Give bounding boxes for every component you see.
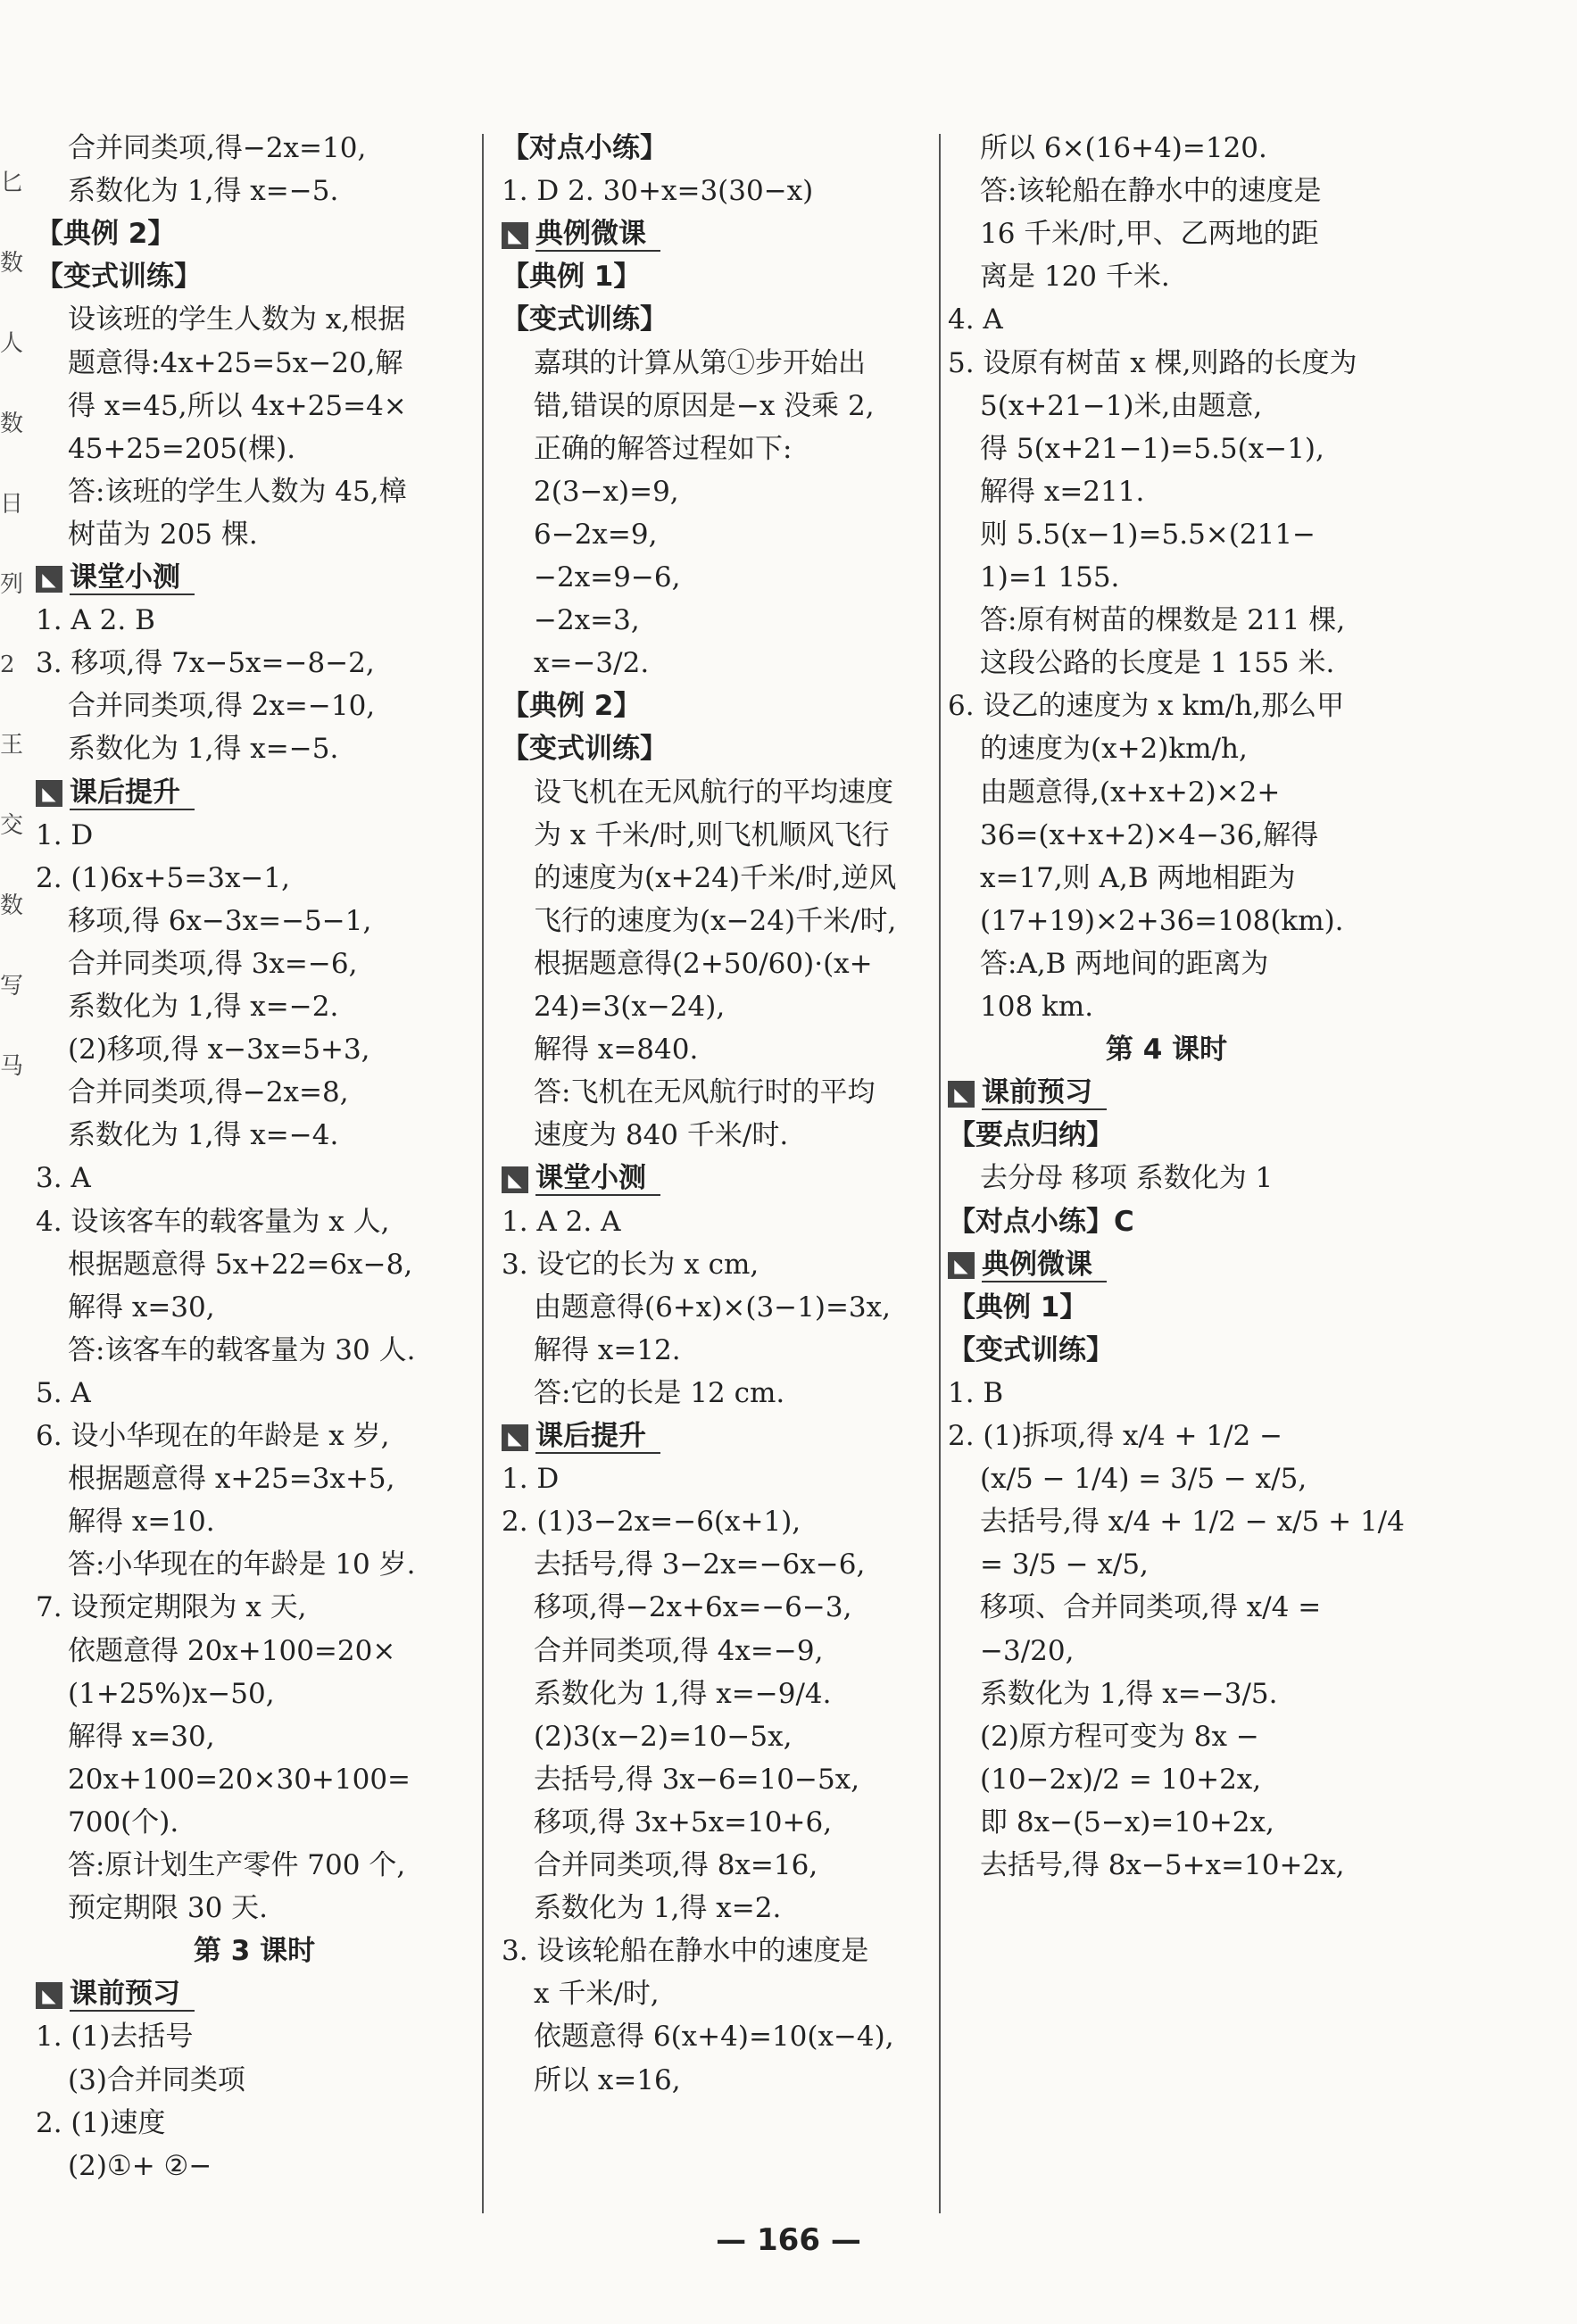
answer-line: 依题意得 20x+100=20× <box>68 1634 396 1667</box>
answer-line: 20x+100=20×30+100= <box>68 1763 411 1796</box>
answer-line: 系数化为 1,得 x=2. <box>534 1892 782 1925</box>
answer-line: 4. 设该客车的载客量为 x 人, <box>36 1205 390 1238</box>
answer-line: 5(x+21−1)米,由题意, <box>980 389 1263 422</box>
column-divider <box>482 134 484 2213</box>
answer-line: (2)①+ ②− <box>68 2149 212 2182</box>
answer-line: 嘉琪的计算从第①步开始出 <box>534 346 866 379</box>
answer-line: (17+19)×2+36=108(km). <box>980 904 1344 937</box>
answer-line: 3. 设该轮船在静水中的速度是 <box>502 1935 869 1968</box>
answer-line: 解得 x=12. <box>534 1333 681 1366</box>
section-heading: ◣ 典例微课 <box>502 212 660 255</box>
answer-line: 得 x=45,所以 4x+25=4× <box>68 389 407 422</box>
answer-line: 题意得:4x+25=5x−20,解 <box>68 346 403 379</box>
answer-line: 依题意得 6(x+4)=10(x−4), <box>534 2021 894 2054</box>
answer-line: 系数化为 1,得 x=−3/5. <box>980 1677 1278 1710</box>
bracket-heading: 【变式训练】 <box>948 1333 1114 1366</box>
answer-line: x 千米/时, <box>534 1978 660 2011</box>
answer-line: 3. A <box>36 1162 91 1195</box>
answer-line: 根据题意得 x+25=3x+5, <box>68 1463 395 1496</box>
answer-line: 答:该轮船在静水中的速度是 <box>980 175 1322 208</box>
answer-line: 得 5(x+21−1)=5.5(x−1), <box>980 432 1324 465</box>
answer-line: 正确的解答过程如下: <box>534 432 793 465</box>
edge-char: 数 <box>0 250 24 277</box>
answer-line: 1)=1 155. <box>980 561 1120 593</box>
answer-line: 1. B <box>948 1376 1004 1409</box>
lesson-title: 第 3 课时 <box>193 1935 316 1968</box>
answer-line: 1. D <box>36 818 94 851</box>
edge-char: 交 <box>0 812 24 839</box>
answer-line: 系数化为 1,得 x=−4. <box>68 1119 339 1152</box>
page-number: — 166 — <box>716 2222 861 2258</box>
answer-line: 45+25=205(棵). <box>68 432 296 465</box>
section-heading: ◣ 课前预习 <box>36 1972 195 2015</box>
answer-line: x=17,则 A,B 两地相距为 <box>980 861 1296 894</box>
answer-line: 1. (1)去括号 <box>36 2021 194 2054</box>
answer-line: 所以 x=16, <box>534 2063 681 2096</box>
edge-char: 马 <box>0 1053 24 1080</box>
answer-line: 合并同类项,得 4x=−9, <box>534 1634 824 1667</box>
bracket-heading: 【变式训练】 <box>502 733 668 766</box>
answer-line: 设该班的学生人数为 x,根据 <box>68 303 406 336</box>
answer-line: 700(个). <box>68 1805 179 1838</box>
answer-line: 答:小华现在的年龄是 10 岁. <box>68 1548 416 1581</box>
answer-line: 错,错误的原因是−x 没乘 2, <box>534 389 875 422</box>
answer-line: 移项、合并同类项,得 x/4 = <box>980 1591 1322 1624</box>
section-icon: ◣ <box>948 1081 975 1108</box>
answer-line: 为 x 千米/时,则飞机顺风飞行 <box>534 818 890 851</box>
answer-line: 速度为 840 千米/时. <box>534 1119 789 1152</box>
answer-line: 2. (1)3−2x=−6(x+1), <box>502 1506 801 1539</box>
answer-line: 6−2x=9, <box>534 518 658 551</box>
section-icon: ◣ <box>948 1252 975 1279</box>
answer-line: 系数化为 1,得 x=−2. <box>68 991 339 1023</box>
section-icon: ◣ <box>502 1424 528 1451</box>
answer-line: 6. 设乙的速度为 x km/h,那么甲 <box>948 690 1345 723</box>
answer-line: 答:飞机在无风航行时的平均 <box>534 1076 876 1109</box>
column-divider <box>939 134 941 2213</box>
answer-line: (x/5 − 1/4) = 3/5 − x/5, <box>980 1463 1307 1496</box>
answer-line: 36=(x+x+2)×4−36,解得 <box>980 818 1319 851</box>
answer-line: 去分母 移项 系数化为 1 <box>980 1162 1274 1195</box>
lesson-title: 第 4 课时 <box>1105 1033 1228 1067</box>
section-icon: ◣ <box>36 566 62 593</box>
answer-line: 由题意得(6+x)×(3−1)=3x, <box>534 1291 891 1324</box>
answer-line: 设飞机在无风航行的平均速度 <box>534 776 893 809</box>
answer-line: 4. A <box>948 303 1003 336</box>
answer-line: 3. 设它的长为 x cm, <box>502 1248 759 1281</box>
answer-line: 2. (1)速度 <box>36 2106 166 2139</box>
answer-line: 5. 设原有树苗 x 棵,则路的长度为 <box>948 346 1357 379</box>
answer-line: 系数化为 1,得 x=−5. <box>68 733 339 766</box>
answer-line: 5. A <box>36 1376 91 1409</box>
answer-line: 离是 120 千米. <box>980 261 1170 294</box>
answer-line: 2(3−x)=9, <box>534 475 679 508</box>
answer-line: 即 8x−(5−x)=10+2x, <box>980 1805 1274 1838</box>
answer-line: 移项,得 6x−3x=−5−1, <box>68 904 372 937</box>
edge-char: 日 <box>0 491 24 518</box>
answer-line: 解得 x=211. <box>980 475 1145 508</box>
answer-line: 2. (1)拆项,得 x/4 + 1/2 − <box>948 1420 1283 1452</box>
answer-line: (1+25%)x−50, <box>68 1677 275 1710</box>
answer-line: 这段公路的长度是 1 155 米. <box>980 647 1335 680</box>
answer-line: 1. D <box>502 1463 560 1496</box>
answer-line: 6. 设小华现在的年龄是 x 岁, <box>36 1420 390 1452</box>
answer-line: 3. 移项,得 7x−5x=−8−2, <box>36 647 375 680</box>
bracket-heading: 【典例 2】 <box>502 690 642 723</box>
answer-line: 系数化为 1,得 x=−5. <box>68 175 339 208</box>
answer-line: (10−2x)/2 = 10+2x, <box>980 1763 1262 1796</box>
section-icon: ◣ <box>502 222 528 249</box>
bracket-heading: 【变式训练】 <box>36 261 202 294</box>
section-heading: ◣ 课前预习 <box>948 1071 1107 1114</box>
edge-char: 数 <box>0 892 24 919</box>
bracket-heading: 【典例 2】 <box>36 218 176 251</box>
answer-line: 合并同类项,得 3x=−6, <box>68 947 358 980</box>
answer-line: (2)原方程可变为 8x − <box>980 1720 1259 1753</box>
answer-line: 预定期限 30 天. <box>68 1892 269 1925</box>
answer-line: 合并同类项,得−2x=8, <box>68 1076 349 1109</box>
answer-line: 7. 设预定期限为 x 天, <box>36 1591 307 1624</box>
edge-char: 人 <box>0 330 24 357</box>
answer-line: 1. A 2. B <box>36 604 155 637</box>
section-icon: ◣ <box>36 1982 62 2009</box>
answer-line: 去括号,得 x/4 + 1/2 − x/5 + 1/4 <box>980 1506 1405 1539</box>
answer-line: −3/20, <box>980 1634 1075 1667</box>
edge-char: 数 <box>0 411 24 437</box>
section-heading: ◣ 课后提升 <box>502 1415 660 1457</box>
answer-line: 树苗为 205 棵. <box>68 518 258 551</box>
answer-line: 解得 x=840. <box>534 1033 699 1067</box>
bracket-heading: 【对点小练】 <box>502 132 668 164</box>
section-heading: ◣ 课堂小测 <box>502 1157 660 1199</box>
answer-line: 答:该班的学生人数为 45,樟 <box>68 475 407 508</box>
answer-line: 答:原计划生产零件 700 个, <box>68 1849 406 1881</box>
answer-line: x=−3/2. <box>534 647 650 680</box>
answer-line: 108 km. <box>980 991 1094 1023</box>
answer-line: 2. (1)6x+5=3x−1, <box>36 861 290 894</box>
answer-line: 由题意得,(x+x+2)×2+ <box>980 776 1281 809</box>
section-heading: ◣ 典例微课 <box>948 1243 1107 1286</box>
answer-line: 则 5.5(x−1)=5.5×(211− <box>980 518 1316 551</box>
answer-line: 根据题意得(2+50/60)·(x+ <box>534 947 873 980</box>
section-heading: ◣ 课堂小测 <box>36 556 195 599</box>
answer-line: 合并同类项,得−2x=10, <box>68 132 367 164</box>
bracket-heading: 【变式训练】 <box>502 303 668 336</box>
answer-line: 24)=3(x−24), <box>534 991 726 1023</box>
answer-line: 合并同类项,得 8x=16, <box>534 1849 818 1881</box>
section-icon: ◣ <box>36 780 62 807</box>
answer-line: 解得 x=30, <box>68 1720 215 1753</box>
answer-line: −2x=9−6, <box>534 561 681 593</box>
answer-line: 移项,得 3x+5x=10+6, <box>534 1805 833 1838</box>
answer-line: (3)合并同类项 <box>68 2063 245 2096</box>
answer-line: (2)3(x−2)=10−5x, <box>534 1720 793 1753</box>
answer-line: 解得 x=30, <box>68 1291 215 1324</box>
section-icon: ◣ <box>502 1166 528 1193</box>
answer-line: 去括号,得 8x−5+x=10+2x, <box>980 1849 1345 1881</box>
answer-line: 去括号,得 3−2x=−6x−6, <box>534 1548 866 1581</box>
answer-line: 移项,得−2x+6x=−6−3, <box>534 1591 852 1624</box>
answer-line: 的速度为(x+2)km/h, <box>980 733 1248 766</box>
answer-line: 1. A 2. A <box>502 1205 621 1238</box>
answer-line: = 3/5 − x/5, <box>980 1548 1149 1581</box>
binding-edge-text <box>0 143 24 1107</box>
bracket-heading: 【要点归纳】 <box>948 1119 1114 1152</box>
bracket-heading: 【典例 1】 <box>502 261 642 294</box>
answer-line: (2)移项,得 x−3x=5+3, <box>68 1033 370 1067</box>
bracket-heading: 【对点小练】C <box>948 1205 1134 1238</box>
answer-line: 去括号,得 3x−6=10−5x, <box>534 1763 860 1796</box>
answer-line: 飞行的速度为(x−24)千米/时, <box>534 904 897 937</box>
answer-line: 答:A,B 两地间的距离为 <box>980 947 1269 980</box>
answer-line: 16 千米/时,甲、乙两地的距 <box>980 218 1319 251</box>
answer-line: 答:它的长是 12 cm. <box>534 1376 785 1409</box>
answer-line: 答:该客车的载客量为 30 人. <box>68 1333 416 1366</box>
answer-line: −2x=3, <box>534 604 640 637</box>
answer-line: 答:原有树苗的棵数是 211 棵, <box>980 604 1346 637</box>
edge-char: 王 <box>0 732 24 759</box>
answer-line: 解得 x=10. <box>68 1506 215 1539</box>
edge-char: 2 <box>0 652 15 678</box>
answer-line: 的速度为(x+24)千米/时,逆风 <box>534 861 897 894</box>
edge-char: 列 <box>0 571 24 598</box>
answer-line: 所以 6×(16+4)=120. <box>980 132 1267 164</box>
answer-line: 1. D 2. 30+x=3(30−x) <box>502 175 814 208</box>
section-heading: ◣ 课后提升 <box>36 771 195 814</box>
edge-char: 写 <box>0 973 24 1000</box>
answer-line: 根据题意得 5x+22=6x−8, <box>68 1248 413 1281</box>
answer-line: 系数化为 1,得 x=−9/4. <box>534 1677 832 1710</box>
answer-line: 合并同类项,得 2x=−10, <box>68 690 376 723</box>
edge-char: 匕 <box>0 170 24 196</box>
bracket-heading: 【典例 1】 <box>948 1291 1088 1324</box>
